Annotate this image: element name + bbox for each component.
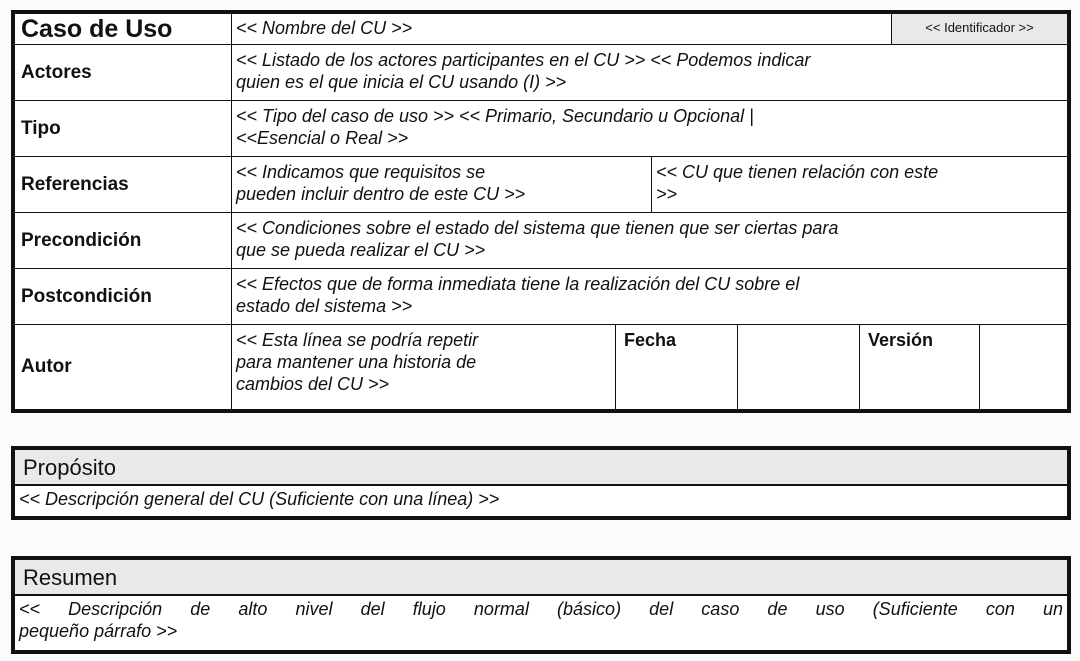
- author-label: Autor: [15, 325, 232, 409]
- type-label: Tipo: [15, 101, 232, 157]
- type-line-1: << Tipo del caso de uso >> << Primario, Secundario u Opcional |: [236, 106, 754, 126]
- actors-line-2: quien es el que inicia el CU usando (I) >>: [236, 72, 567, 92]
- precondition-label: Precondición: [15, 213, 232, 269]
- summary-line-2: pequeño párrafo >>: [19, 621, 178, 641]
- precondition-line-1: << Condiciones sobre el estado del sistema que tienen que ser ciertas para: [236, 218, 839, 238]
- author-line-1: << Esta línea se podría repetir: [236, 330, 479, 350]
- author-history-note: [232, 325, 616, 409]
- date-value: [738, 325, 860, 409]
- version-value: [980, 325, 1067, 409]
- references-related-cu: [652, 157, 1067, 213]
- postcondition-value: [232, 269, 1067, 325]
- summary-body: [15, 596, 1067, 650]
- type-value: [232, 101, 1067, 157]
- references-right-line-2: >>: [656, 184, 678, 204]
- purpose-body: << Descripción general del CU (Suficiente con una línea) >>: [19, 489, 500, 509]
- references-label: Referencias: [15, 157, 232, 213]
- author-line-2: para mantener una historia de: [236, 352, 477, 372]
- summary-section: [11, 556, 1071, 654]
- version-label: Versión: [860, 325, 980, 409]
- postcondition-label: Postcondición: [15, 269, 232, 325]
- summary-line-1: << Descripción de alto nivel del flujo normal (básico) del caso de uso (Suficiente con un: [19, 599, 1063, 619]
- references-requirements: [232, 157, 652, 213]
- date-label: Fecha: [616, 325, 738, 409]
- actors-value: [232, 45, 1067, 101]
- references-left-line-2: pueden incluir dentro de este CU >>: [236, 184, 526, 204]
- author-line-3: cambios del CU >>: [236, 374, 390, 394]
- references-right-line-1: << CU que tienen relación con este: [656, 162, 939, 182]
- actors-label: Actores: [15, 45, 232, 101]
- postcondition-line-1: << Efectos que de forma inmediata tiene la realización del CU sobre el: [236, 274, 800, 294]
- use-case-name: << Nombre del CU >>: [232, 14, 892, 45]
- use-case-table: [11, 10, 1071, 413]
- precondition-line-2: que se pueda realizar el CU >>: [236, 240, 486, 260]
- type-line-2: <<Esencial o Real >>: [236, 128, 409, 148]
- postcondition-line-2: estado del sistema >>: [236, 296, 413, 316]
- actors-line-1: << Listado de los actores participantes en el CU >> << Podemos indicar: [236, 50, 811, 70]
- summary-title: Resumen: [15, 560, 1067, 596]
- references-left-line-1: << Indicamos que requisitos se: [236, 162, 486, 182]
- purpose-title: Propósito: [15, 450, 1067, 486]
- precondition-value: [232, 213, 1067, 269]
- use-case-header-label: Caso de Uso: [15, 14, 232, 45]
- use-case-identifier: << Identificador >>: [892, 14, 1067, 45]
- purpose-section: [11, 446, 1071, 520]
